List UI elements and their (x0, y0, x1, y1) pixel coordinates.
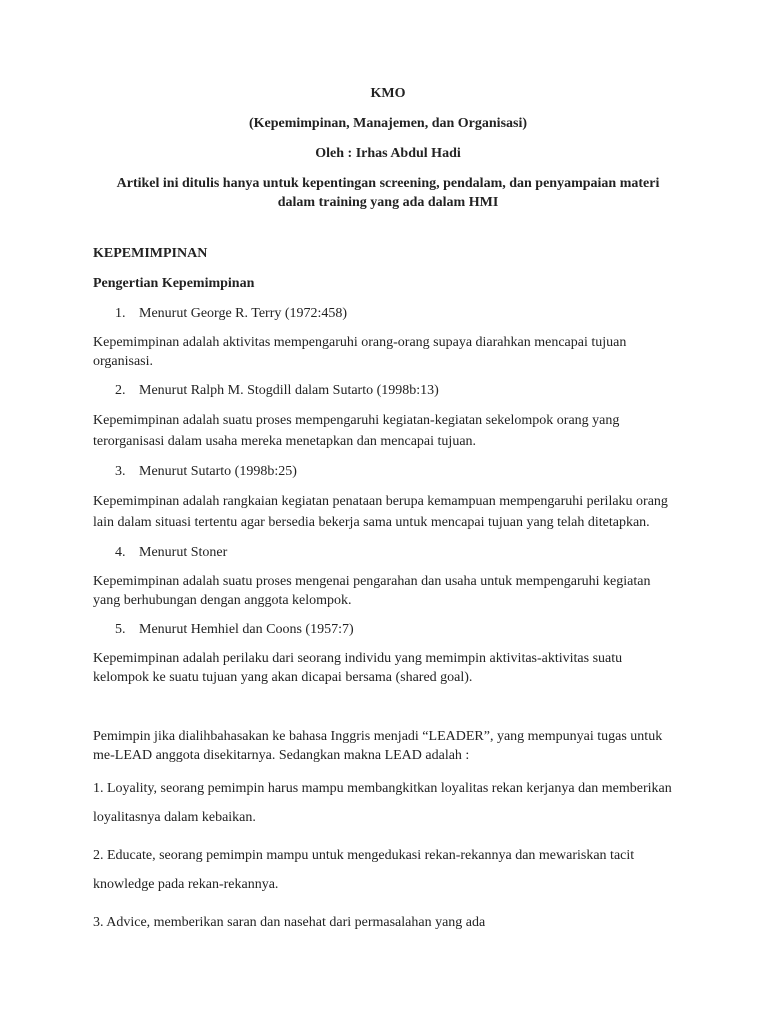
definition-source-label: Menurut George R. Terry (1972:458) (139, 306, 348, 321)
lead-list (93, 774, 683, 937)
lead-intro: Pemimpin jika dialihbahasakan ke bahasa Inggris menjadi “LEADER”, yang mempunyai tugas untuk me-LEAD anggota disekitarnya. Sedangkan makna LEAD adalah : (93, 729, 663, 763)
lead-item: 3. Advice, memberikan saran dan nasehat dari permasalahan yang ada (93, 915, 486, 930)
list-number: 3. (115, 464, 126, 479)
definition-source (93, 543, 683, 563)
list-number: 1. (115, 306, 126, 321)
definition-list (93, 304, 683, 687)
document-subtitle: (Kepemimpinan, Manajemen, dan Organisasi) (248, 116, 528, 131)
document-note: Artikel ini ditulis hanya untuk kepentingan screening, pendalam, dan penyampaian materi dalam training yang ada dalam HMI (116, 176, 660, 210)
list-number: 2. (115, 383, 126, 398)
definition-text: Kepemimpinan adalah aktivitas mempengaruhi orang-orang supaya diarahkan mencapai tujuan organisasi. (93, 335, 627, 369)
section-heading: KEPEMIMPINAN (93, 246, 208, 261)
section-subheading: Pengertian Kepemimpinan (93, 276, 255, 291)
definition-source-label: Menurut Stoner (139, 545, 228, 560)
definition-source (93, 304, 683, 324)
definition-source (93, 462, 683, 482)
definition-source-label: Menurut Sutarto (1998b:25) (139, 464, 297, 479)
definition-text: Kepemimpinan adalah suatu proses mempengaruhi kegiatan-kegiatan sekelompok orang yang terorganisasi dalam usaha mereka menetapkan dan mencapai tujuan. (93, 413, 620, 449)
lead-item: 2. Educate, seorang pemimpin mampu untuk mengedukasi rekan-rekannya dan mewariskan tacit knowledge pada rekan-rekannya. (93, 848, 635, 892)
definition-text: Kepemimpinan adalah perilaku dari seorang individu yang memimpin aktivitas-aktivitas suatu kelompok ke suatu tujuan yang akan dicapai bersama (shared goal). (93, 651, 623, 685)
list-number: 5. (115, 622, 126, 637)
document-title: KMO (370, 86, 406, 101)
definition-source-label: Menurut Hemhiel dan Coons (1957:7) (139, 622, 354, 637)
document-author: Oleh : Irhas Abdul Hadi (315, 146, 461, 161)
definition-source (93, 620, 683, 640)
definition-text: Kepemimpinan adalah rangkaian kegiatan penataan berupa kemampuan mempengaruhi perilaku orang lain dalam situasi tertentu agar bersedia bekerja sama untuk mencapai tujuan yang telah ditetapkan. (93, 494, 668, 530)
definition-source-label: Menurut Ralph M. Stogdill dalam Sutarto (1998b:13) (139, 383, 439, 398)
definition-text: Kepemimpinan adalah suatu proses mengenai pengarahan dan usaha untuk mempengaruhi kegiatan yang berhubungan dengan anggota kelompok. (93, 574, 651, 608)
list-number: 4. (115, 545, 126, 560)
lead-item: 1. Loyality, seorang pemimpin harus mampu membangkitkan loyalitas rekan kerjanya dan memberikan loyalitasnya dalam kebaikan. (93, 781, 672, 825)
definition-source (93, 381, 683, 401)
document-page (93, 84, 683, 937)
